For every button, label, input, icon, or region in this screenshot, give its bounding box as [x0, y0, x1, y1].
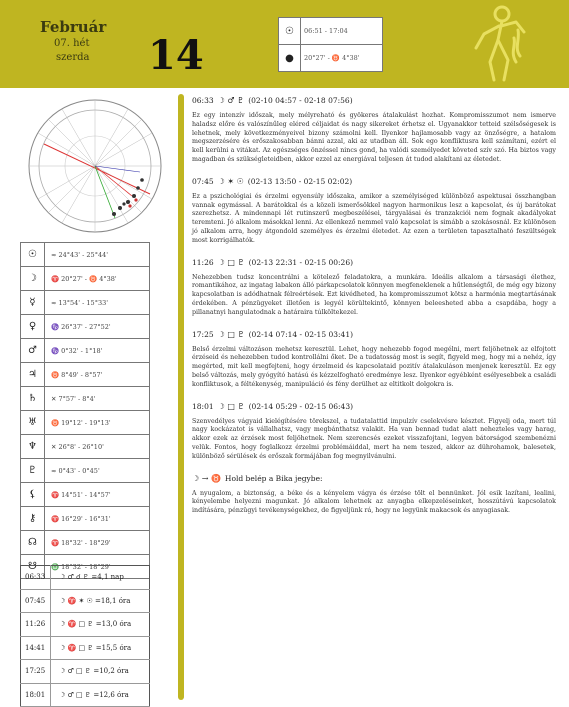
sun-icon: ☉ — [279, 18, 301, 45]
aspect-entry — [192, 96, 556, 165]
aspect-time: 06:33 — [21, 566, 51, 590]
entry-range: (02-14 05:29 - 02-15 06:43) — [248, 401, 354, 411]
aspect-entry — [192, 402, 556, 462]
venus-icon: ♀ — [21, 315, 45, 339]
aspect-time: 14:41 — [21, 636, 51, 660]
planet-row — [21, 435, 150, 459]
ingress-title: Hold belép a Bika jegybe: — [224, 473, 323, 483]
mars-position: ♑ 0°32' - 1°18' — [45, 339, 150, 363]
entry-symbols: ☽ □ ♇ — [217, 401, 245, 411]
aspect-description: ☽ ♂ □ ♇ =10,2 óra — [51, 660, 150, 684]
entry-symbols: ☽ ✶ ☉ — [217, 176, 244, 186]
day-name-label: szerda — [56, 52, 90, 63]
mercury-position: ≈ 13°54' - 15°33' — [45, 291, 150, 315]
entry-heading — [192, 258, 556, 267]
sun-moon-info — [278, 17, 383, 72]
entry-text: Ez a pszichológiai és érzelmi egyensúly időszaka, amikor a személyiséged különböző aspektusai összhangban vannak egymással. A barátokkal és a közeli ismerősökkel nagyon harmonikus lesz a kapcsolat, és új barátokat szerezhetsz. A mindennapi lét rutinszerű megbeszélései, tárgyalásai és tranzakciói nem fognak akadályokat teremteni. Jó alkalom másokkal lenni. Az ellenkező nemmel való kapcsolat is simább a szokásosnál. Ez különösen jó alkalom arra, hogy átgondold személyes és érzelmi életedet. Az ezen a területen tapasztalható feszültségek most korrigálhatók. — [192, 192, 556, 244]
pluto-icon: ♇ — [21, 459, 45, 483]
astrology-chart-wheel — [20, 96, 170, 236]
aspect-description: ☽ ♈ ✶ ☉ =18,1 óra — [51, 589, 150, 613]
jupiter-icon: ♃ — [21, 363, 45, 387]
neptune-icon: ♆ — [21, 435, 45, 459]
month-label: Február — [40, 18, 107, 36]
jupiter-position: ♉ 8°49' - 8°57' — [45, 363, 150, 387]
planet-row — [21, 363, 150, 387]
aspect-row — [21, 660, 150, 684]
ingress-heading — [192, 474, 556, 483]
aspect-description: ☽ ♈ □ ♇ =13,0 óra — [51, 613, 150, 637]
entry-range: (02-10 04:57 - 02-18 07:56) — [248, 96, 353, 105]
planet-row — [21, 267, 150, 291]
planet-row — [21, 315, 150, 339]
moon-position: 20°27' - ♉ 4°38' — [301, 45, 383, 72]
aspect-row — [21, 566, 150, 590]
ingress-text: A nyugalom, a biztonság, a béke és a kényelem vágya és érzése tölt el bennünket. Jól esik lazítani, lealini, kényelembe helyezni magunkat. Jó alkalom lehetnek az anyagba elkepzeléseinket, hosszútávú kapcsolatok indítására, pénzügyi tevékenységekhez, de figyeljünk rá, hogy ne legyünk makacsok és anyagiasak. — [192, 489, 556, 515]
saturn-position: ✕ 7°57' - 8°4' — [45, 387, 150, 411]
south-node-icon: ☋ — [21, 555, 45, 579]
lilith-position: ♈ 14°51' - 14°57' — [45, 483, 150, 507]
column-divider — [178, 94, 184, 700]
planet-row — [21, 507, 150, 531]
entry-heading — [192, 96, 556, 105]
entry-time: 17:25 — [192, 329, 214, 339]
north-node-position: ♈ 18°32' - 18°29' — [45, 531, 150, 555]
ingress-symbols: ☽ → ♉ — [192, 473, 221, 483]
entry-heading — [192, 177, 556, 186]
uranus-icon: ♅ — [21, 411, 45, 435]
neptune-position: ✕ 26°8' - 26°10' — [45, 435, 150, 459]
planet-row — [21, 339, 150, 363]
moon-icon: ☽ — [21, 267, 45, 291]
daily-readings — [192, 92, 556, 516]
planet-row — [21, 387, 150, 411]
aspect-time: 18:01 — [21, 683, 51, 707]
aspect-row — [21, 636, 150, 660]
uranus-position: ♉ 19°12' - 19°13' — [45, 411, 150, 435]
planet-row — [21, 243, 150, 267]
entry-text: Ez egy intenzív időszak, mely mélyreható és gyökeres átalakulást hozhat. Kompromisszumot nem ismerve haladsz előre és valószínűleg eléred céljaidat és nagy sikereket érhetsz el. Ugyanakkor tetteid szélsőségesek is lehetnek, mely következményeivel bizony számolni kell. Ilyenkor hajlamosabb vagy az önzőségre, a hatalom megszerzésére és erőszakosabban bánni azzal, aki az utadban áll. Sok ego konfliktusra kell számítani, ezért el kell kerülni a vitákat. Az egészséges önzéssel nincs gond, ha valódi személyedet követed szív szó. Ha biztos vagy magadban és szükségleteidben, akkor ezzel az energiával teljesen át tudod alakítani az életedet. — [192, 112, 556, 163]
sun-icon: ☉ — [21, 243, 45, 267]
pluto-position: ≈ 0°43' - 0°45' — [45, 459, 150, 483]
entry-symbols: ☽ □ ♇ — [217, 257, 245, 267]
entry-time: 11:26 — [192, 257, 214, 267]
chiron-icon: ⚷ — [21, 507, 45, 531]
aspect-entry — [192, 177, 556, 246]
mars-icon: ♂ — [21, 339, 45, 363]
moon-phase-icon: ● — [279, 45, 301, 72]
aspect-entry — [192, 330, 556, 390]
planet-row — [21, 291, 150, 315]
week-label: 07. hét — [54, 38, 90, 49]
chiron-position: ♈ 16°29' - 16°31' — [45, 507, 150, 531]
sun-position: ≈ 24°43' - 25°44' — [45, 243, 150, 267]
aquarius-icon — [468, 4, 532, 84]
aspect-row — [21, 683, 150, 707]
page-header — [0, 0, 569, 88]
moon-position: ♈ 20°27' - ♉ 4°38' — [45, 267, 150, 291]
entry-range: (02-13 13:50 - 02-15 02:02) — [247, 176, 353, 186]
entry-symbols: ☽ ♂ ♇ — [217, 96, 245, 105]
entry-time: 18:01 — [192, 401, 214, 411]
aspect-time: 07:45 — [21, 589, 51, 613]
mercury-icon: ☿ — [21, 291, 45, 315]
aspect-entry — [192, 258, 556, 318]
entry-symbols: ☽ □ ♇ — [217, 329, 245, 339]
south-node-position: ♎ 18°32' - 18°29' — [45, 555, 150, 579]
aspect-row — [21, 589, 150, 613]
planet-row — [21, 531, 150, 555]
entry-heading — [192, 330, 556, 339]
venus-position: ♑ 26°37' - 27°52' — [45, 315, 150, 339]
sun-times: 06:51 - 17:04 — [301, 18, 383, 45]
aspect-description: ☽ ♂ ☌ ♇ =4,1 nap — [51, 566, 150, 590]
aspect-time: 17:25 — [21, 660, 51, 684]
entry-time: 06:33 — [192, 96, 214, 105]
aspect-row — [21, 613, 150, 637]
day-number: 14 — [148, 32, 204, 79]
entry-time: 07:45 — [192, 176, 214, 186]
aspect-description: ☽ ♈ □ ♇ =15,5 óra — [51, 636, 150, 660]
aspect-times-table — [20, 565, 150, 707]
date-block — [10, 10, 265, 79]
entry-text: Belső érzelmi változáson mehetsz keresztül. Lehet, hogy nehezebb fogod megélni, mert feljöhetnek az elfojtott érzéseid és nehezebben tudod kontrollálni őket. De a tudatosság most is segít, figyeld meg, hogy mi a nehéz, így megérted, mit kell megfejteni, hogy érzelmeid és kapcsolataid pozitív átalakuláson menjenek keresztül. Ez egy belső változás, mely gyógyító hatású és kézzelfogható eredménye lesz. Ilyenkor egyébként esélyesebbek a családi konfliktusok, a féltékenység, manipuláció és fény derülhet az eltitkolt dolgokra is. — [192, 345, 556, 388]
entry-text: Szenvedélyes vágyaid kielégítésére törekszel, a tudatalattid impulzív cselekvésre késztet. Figyelj oda, mert túl nagy kockázatot is vállalhatsz, vagy megbánthatsz valakit. Ha van bennad tudat alatt nehezteles vagy harag, akkor ezek az érzések most feljöhetnek. Nem szerencsés ezeket visszafojtani, legyen bátorságod szembenézni velük. Fontos, hogy foglalkozz érzelmi problémáiddal, mert ha nem teszed, akkor az dührohamok, balesetek, különböző sérülések és erőszak formájában fog megnyilvánulni. — [192, 417, 556, 460]
entry-text: Nehezebben tudsz koncentrálni a kötelező feladatokra, a munkára. Ideális alkalom a társasági élethez, romantikához, az ingatag labakon álló párkapcsolatok könnyen megfeneklenek a hűtlenségtől, de még egy bizony kapcsolatban is adódhatnak félreértések. Ezt kivédheted, ha kompromisszumot kötsz a harmónia megtartásának érdekében. A pénzügyeket illetően is legyél körültekintő, könnyen beleesheted abba a csapdába, hogy a pillanatnyi hangulatodnak a határaira túlköltekezel. — [192, 273, 556, 316]
planet-row — [21, 411, 150, 435]
entry-range: (02-14 07:14 - 02-15 03:41) — [248, 329, 354, 339]
saturn-icon: ♄ — [21, 387, 45, 411]
planet-row — [21, 483, 150, 507]
north-node-icon: ☊ — [21, 531, 45, 555]
planet-row — [21, 459, 150, 483]
entry-range: (02-13 22:31 - 02-15 00:26) — [248, 257, 354, 267]
moon-ingress-entry — [192, 474, 556, 516]
entry-heading — [192, 402, 556, 411]
lilith-icon: ⚸ — [21, 483, 45, 507]
planet-positions-table — [20, 242, 150, 579]
aspect-time: 11:26 — [21, 613, 51, 637]
aspect-description: ☽ ♂ □ ♇ =12,6 óra — [51, 683, 150, 707]
